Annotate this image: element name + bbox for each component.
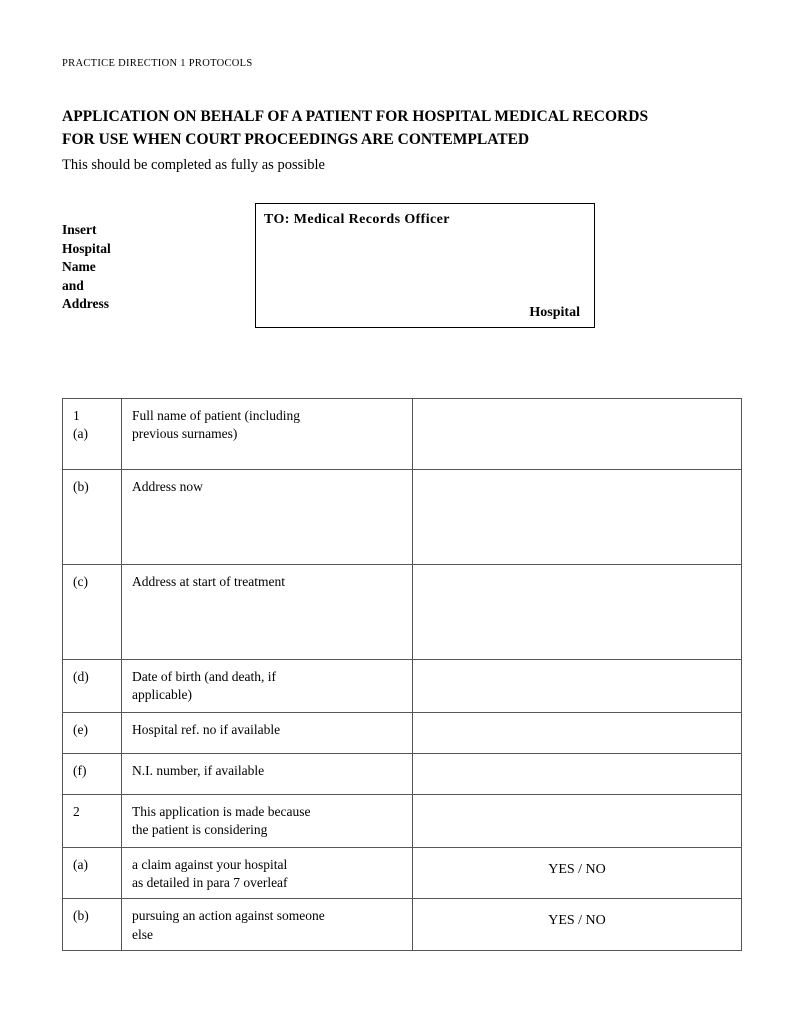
patient-details-table (62, 398, 742, 951)
row-number-cell: (b) (63, 899, 122, 950)
row-label-line2: the patient is considering (132, 822, 268, 838)
row-number-cell (63, 399, 122, 470)
table-row (63, 795, 742, 848)
row-label-line1: This application is made because (132, 804, 311, 819)
row-number-primary: 1 (73, 408, 80, 423)
insert-label-line4: and (62, 277, 84, 293)
table-row (63, 399, 742, 470)
insert-label-line1: Insert (62, 222, 97, 237)
row-label-cell (122, 899, 413, 950)
row-label-line2: applicable) (132, 687, 192, 703)
row-number-secondary: (a) (73, 426, 88, 442)
row-label-line1: Hospital ref. no if available (132, 722, 281, 737)
row-label-cell (122, 399, 413, 470)
row-answer-field[interactable] (413, 754, 742, 795)
row-answer-field[interactable] (413, 713, 742, 754)
row-number-cell: (e) (63, 713, 122, 754)
page-title-line2: FOR USE WHEN COURT PROCEEDINGS ARE CONTEMPLATED (62, 131, 530, 149)
row-label-line1: Full name of patient (including (132, 408, 300, 423)
row-label-cell (122, 565, 413, 660)
table-row (63, 899, 742, 950)
row-label-cell (122, 660, 413, 713)
insert-hospital-label (62, 221, 182, 314)
instruction-text: This should be completed as fully as possible (62, 157, 325, 173)
table-row (63, 470, 742, 565)
table-row (63, 848, 742, 899)
hospital-word-label: Hospital (529, 305, 580, 320)
row-label-line2: as detailed in para 7 overleaf (132, 875, 288, 891)
row-answer-field[interactable] (413, 399, 742, 470)
row-label-line1: pursuing an action against someone (132, 908, 325, 924)
table-row (63, 713, 742, 754)
row-number-cell: (b) (63, 470, 122, 565)
row-label-cell (122, 713, 413, 754)
row-answer-field[interactable] (413, 565, 742, 660)
table-row (63, 565, 742, 660)
page-title (62, 105, 662, 152)
table-row (63, 660, 742, 713)
page-title-line1: APPLICATION ON BEHALF OF A PATIENT FOR HOSPITAL MEDICAL RECORDS (62, 108, 649, 125)
row-label-line1: N.I. number, if available (132, 763, 265, 778)
row-answer-field[interactable] (413, 470, 742, 565)
yes-no-option-hospital-claim[interactable]: YES / NO (413, 848, 742, 899)
table-row (63, 754, 742, 795)
row-number-cell: (d) (63, 660, 122, 713)
row-number-cell: 2 (63, 795, 122, 848)
row-answer-field[interactable] (413, 660, 742, 713)
yes-no-option-other-action[interactable]: YES / NO (413, 899, 742, 950)
hospital-address-box[interactable] (255, 203, 595, 328)
row-answer-field[interactable] (413, 795, 742, 848)
insert-label-line2: Hospital (62, 240, 111, 256)
row-label-cell (122, 470, 413, 565)
row-number-cell: (a) (63, 848, 122, 899)
row-label-line2: else (132, 926, 153, 942)
row-number-cell: (f) (63, 754, 122, 795)
row-label-line1: Date of birth (and death, if (132, 669, 276, 684)
row-number-cell: (c) (63, 565, 122, 660)
row-label-cell (122, 795, 413, 848)
to-medical-records-officer-label: TO: Medical Records Officer (264, 212, 450, 227)
row-label-line1: Address now (132, 479, 203, 494)
running-head: PRACTICE DIRECTION 1 PROTOCOLS (62, 58, 253, 69)
insert-label-line3: Name (62, 259, 96, 274)
row-label-cell (122, 754, 413, 795)
row-label-line2: previous surnames) (132, 426, 238, 442)
row-label-line1: a claim against your hospital (132, 857, 288, 872)
row-label-cell (122, 848, 413, 899)
insert-label-line5: Address (62, 296, 110, 311)
row-label-line1: Address at start of treatment (132, 574, 285, 589)
